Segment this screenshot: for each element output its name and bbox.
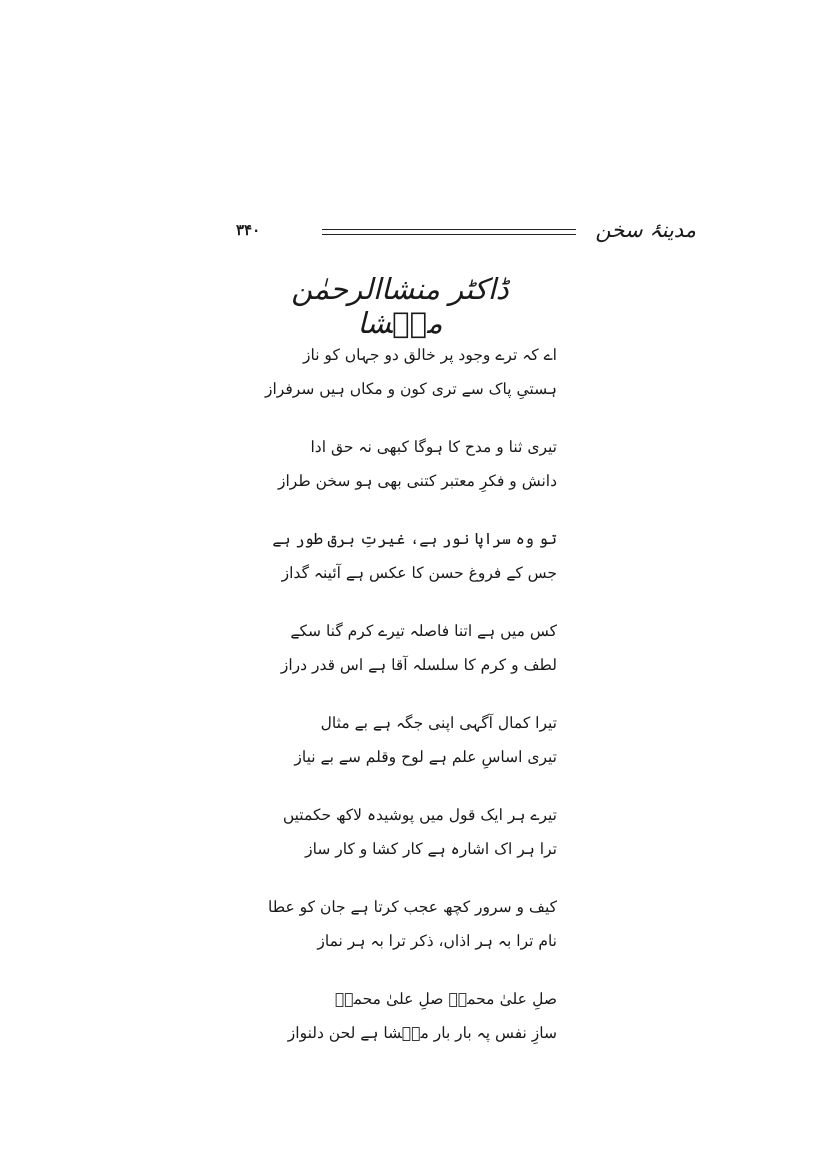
page-header — [236, 218, 696, 246]
verse-line: تیری اساسِ علم ہے لوح وقلم سے بے نیاز — [294, 748, 557, 766]
couplet — [280, 614, 557, 682]
verse-line: جس کے فروغ حسن کا عکس ہے آئینہ گداز — [281, 564, 557, 582]
verse-line: تیری ثنا و مدح کا ہوگا کبھی نہ حق ادا — [310, 438, 557, 456]
verse-line: ہستیِ پاک سے تری کون و مکاں ہیں سرفراز — [265, 380, 557, 398]
verse-line: سازِ نفس پہ بار بار منؔشا ہے لحن دلنواز — [287, 1024, 557, 1042]
couplet — [282, 798, 557, 866]
verse-line: تو وہ سراپا نور ہے، غیرتِ برق طور ہے — [272, 530, 557, 548]
couplet — [268, 890, 557, 958]
verse-line: لطف و کرم کا سلسلہ آقا ہے اس قدر دراز — [280, 656, 557, 674]
couplet — [278, 430, 557, 498]
verse-line: نام ترا بہ ہر اذاں، ذکر ترا بہ ہر نماز — [317, 932, 557, 950]
couplet — [265, 338, 557, 406]
verse-line: صلِ علیٰ محمدؐ صلِ علیٰ محمدؐ — [335, 990, 557, 1008]
verse-line: تیرے ہر ایک قول میں پوشیدہ لاکھ حکمتیں — [282, 806, 557, 824]
header-rule-top — [322, 229, 576, 230]
page-number: ۳۴۰ — [236, 221, 261, 239]
couplet — [272, 522, 557, 590]
verse-line: اے کہ ترے وجود پر خالق دو جہاں کو ناز — [302, 346, 557, 364]
poet-name: ڈاکٹر منشاالرحمٰن منؔشا — [291, 272, 509, 340]
couplet — [294, 706, 557, 774]
verse-line: دانش و فکرِ معتبر کتنی بھی ہو سخن طراز — [278, 472, 557, 490]
couplet — [287, 982, 557, 1050]
running-title: مدینۂ سخن — [595, 218, 696, 242]
header-rule-bottom — [322, 234, 576, 235]
verse-line: تیرا کمال آگہی اپنی جگہ ہے بے مثال — [320, 714, 557, 732]
verse-line: ترا ہر اک اشارہ ہے کار کشا و کار ساز — [305, 840, 557, 858]
verse-line: کس میں ہے اتنا فاصلہ تیرے کرم گنا سکے — [290, 622, 557, 640]
verse-line: کیف و سرور کچھ عجب کرتا ہے جان کو عطا — [268, 898, 557, 916]
poem-body — [265, 338, 557, 1074]
